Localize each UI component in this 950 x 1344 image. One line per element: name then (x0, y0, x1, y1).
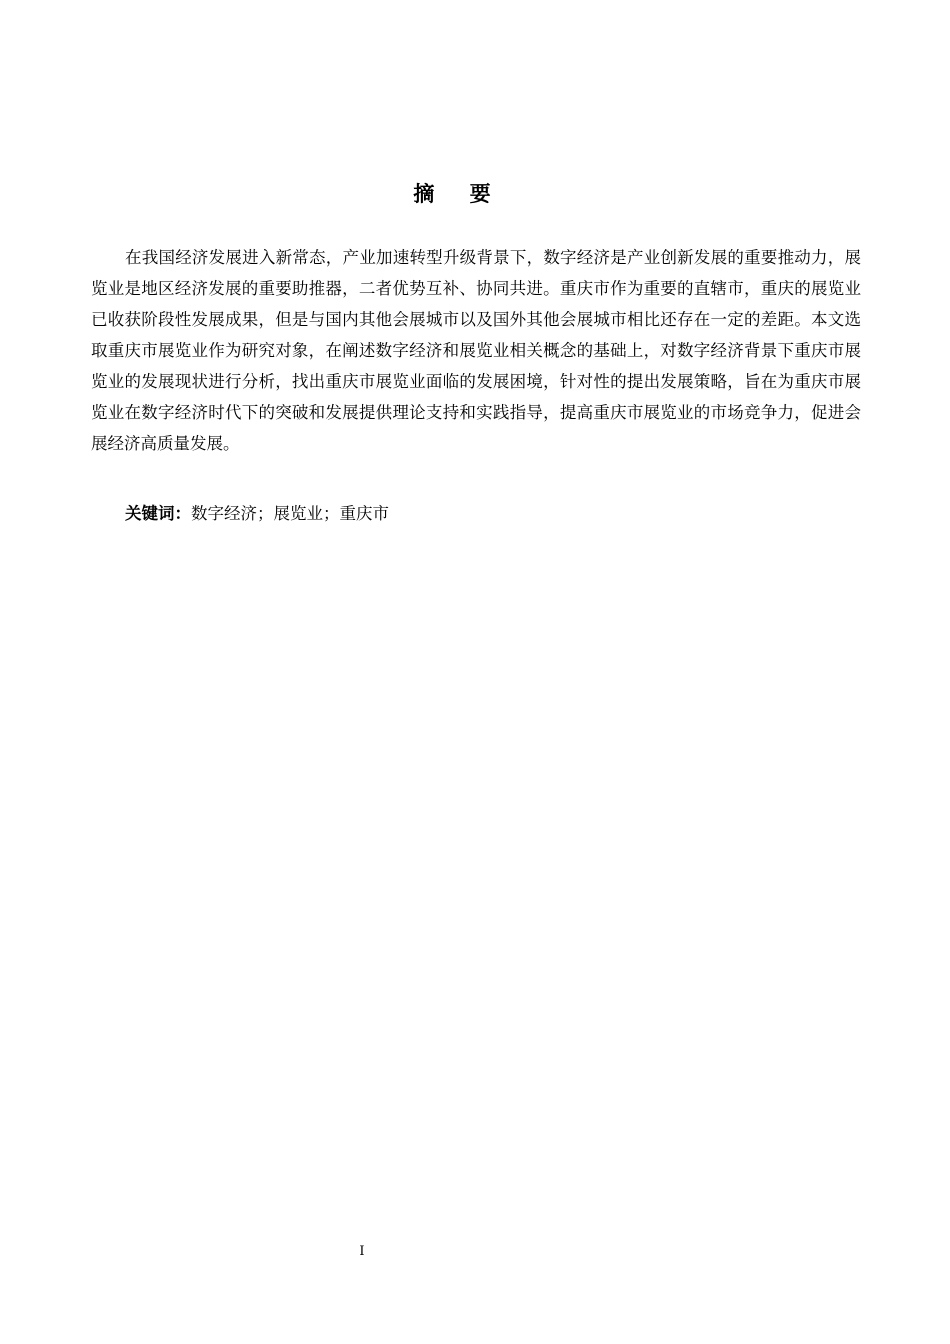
abstract-paragraph: 在我国经济发展进入新常态，产业加速转型升级背景下，数字经济是产业创新发展的重要推动力，展览业是地区经济发展的重要助推器，二者优势互补、协同共进。重庆市作为重要的直辖市，重庆的展览业已收获阶段性发展成果，但是与国内其他会展城市以及国外其他会展城市相比还存在一定的差距。本文选取重庆市展览业作为研究对象，在阐述数字经济和展览业相关概念的基础上，对数字经济背景下重庆市展览业的发展现状进行分析，找出重庆市展览业面临的发展困境，针对性的提出发展策略，旨在为重庆市展览业在数字经济时代下的突破和发展提供理论支持和实践指导，提高重庆市展览业的市场竞争力，促进会展经济高质量发展。 (91, 248, 861, 453)
page-number: I (359, 1244, 365, 1259)
keywords-line (125, 498, 861, 529)
abstract-title: 摘 要 (413, 182, 505, 206)
keywords-text: 数字经济；展览业；重庆市 (191, 504, 389, 523)
keywords-label: 关键词： (125, 504, 191, 523)
